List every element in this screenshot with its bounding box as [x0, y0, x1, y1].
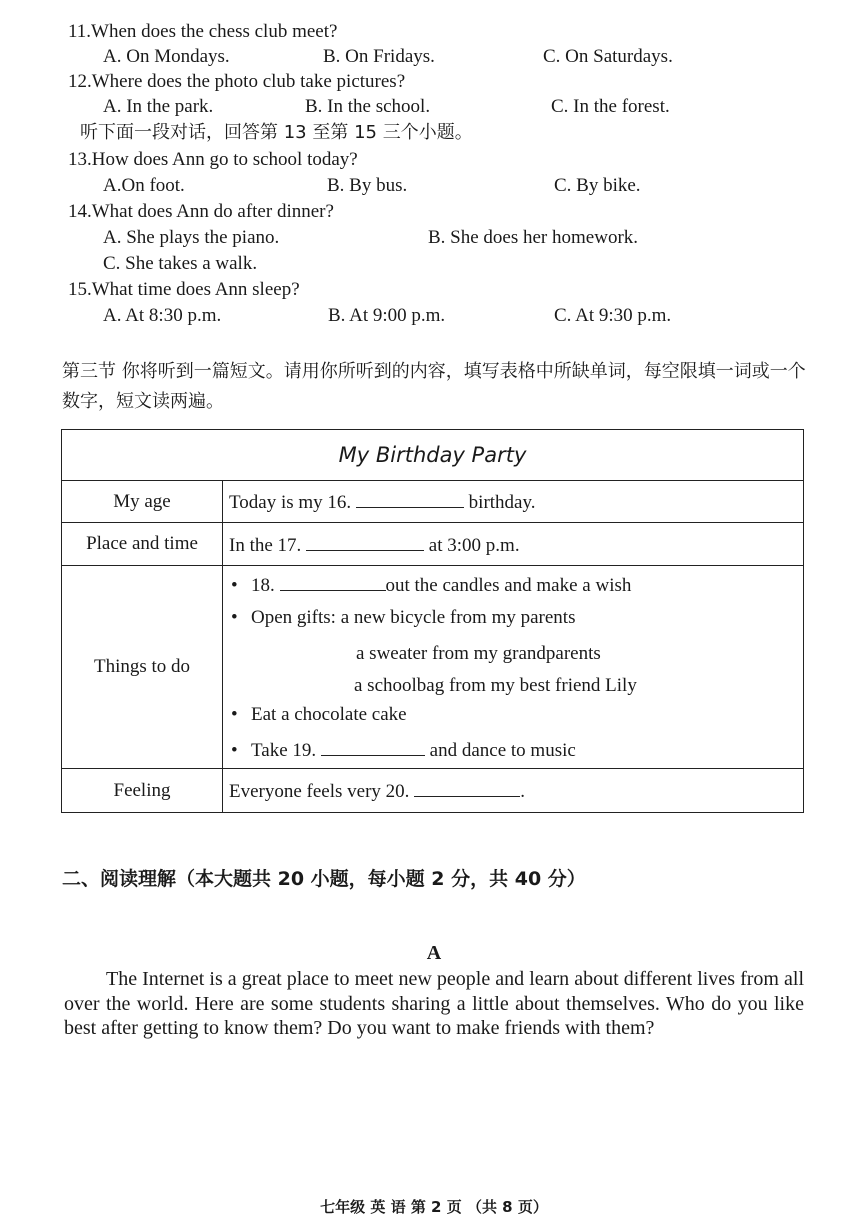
- gifts-line-1: Open gifts: a new bicycle from my parents: [251, 607, 576, 628]
- row-content-age: [223, 481, 804, 523]
- row-content-place: [223, 523, 804, 566]
- table-row-place: [62, 523, 804, 566]
- q11-option-c: C. On Saturdays.: [543, 46, 673, 67]
- todo-item-gifts: [231, 607, 575, 629]
- page-footer: 七年级 英 语 第 2 页 （共 8 页）: [320, 1198, 548, 1216]
- q15-option-c: C. At 9:30 p.m.: [554, 305, 672, 326]
- q14-option-c: C. She takes a walk.: [103, 253, 258, 274]
- bullet-icon: •: [231, 575, 238, 596]
- question-12: 12.Where does the photo club take pictures?: [68, 71, 406, 92]
- feeling-text-pre: Everyone feels very 20.: [229, 781, 410, 802]
- question-13: 13.How does Ann go to school today?: [68, 149, 358, 170]
- table-row-todo: [62, 566, 804, 769]
- gifts-line-2: a sweater from my grandparents: [356, 643, 601, 664]
- gifts-line-3: a schoolbag from my best friend Lily: [354, 675, 637, 696]
- question-14: 14.What does Ann do after dinner?: [68, 201, 334, 222]
- passage-a-label: A: [426, 942, 442, 964]
- blank-20[interactable]: [414, 778, 520, 797]
- section3-instruction: 第三节 你将听到一篇短文。请用你所听到的内容，填写表格中所缺单词，每空限填一词或一个数字，短文读两遍。: [62, 361, 806, 412]
- q12-option-c: C. In the forest.: [551, 96, 670, 117]
- q11-option-a: A. On Mondays.: [103, 46, 230, 67]
- q12-option-b: B. In the school.: [305, 96, 431, 117]
- todo-item-19: [231, 737, 576, 762]
- table-row-feeling: [62, 769, 804, 813]
- q13-option-b: B. By bus.: [327, 175, 408, 196]
- todo-item-18: [231, 572, 631, 597]
- item19-pre: Take 19.: [251, 740, 317, 761]
- q14-option-b: B. She does her homework.: [428, 227, 639, 248]
- question-11: 11.When does the chess club meet?: [68, 21, 338, 42]
- bullet-icon: •: [231, 607, 238, 628]
- item18-post: out the candles and make a wish: [385, 575, 632, 596]
- row-label-place: Place and time: [62, 523, 223, 566]
- blank-16[interactable]: [356, 489, 464, 508]
- cake-text: Eat a chocolate cake: [251, 704, 407, 725]
- item18-pre: 18.: [251, 575, 275, 596]
- row-label-feeling: Feeling: [62, 769, 223, 813]
- birthday-table: [61, 429, 804, 813]
- bullet-icon: •: [231, 704, 238, 725]
- age-text-post: birthday.: [468, 492, 536, 513]
- question-15: 15.What time does Ann sleep?: [68, 279, 300, 300]
- reading-section-heading: 二、阅读理解（本大题共 20 小题，每小题 2 分，共 40 分）: [62, 868, 586, 890]
- place-text-post: at 3:00 p.m.: [428, 534, 520, 556]
- todo-list: [223, 566, 803, 768]
- row-label-age: My age: [62, 481, 223, 523]
- todo-item-cake: [231, 704, 407, 726]
- blank-17[interactable]: [306, 532, 424, 551]
- row-content-feeling: [223, 769, 804, 813]
- q15-option-b: B. At 9:00 p.m.: [328, 305, 446, 326]
- age-text-pre: Today is my 16.: [229, 492, 352, 513]
- q13-option-c: C. By bike.: [554, 175, 641, 196]
- blank-19[interactable]: [321, 737, 425, 756]
- q11-option-b: B. On Fridays.: [323, 46, 435, 67]
- passage-a-intro: The Internet is a great place to meet new people and learn about different lives from all over the world. Here are some students sharing a little about themselves. Who do you like best after getting to know them? Do you want to make friends with them?: [64, 968, 804, 1039]
- q12-option-a: A. In the park.: [103, 96, 214, 117]
- place-text-pre: In the 17.: [229, 534, 302, 556]
- feeling-text-post: .: [520, 781, 525, 802]
- dialogue-instruction: 听下面一段对话，回答第 13 至第 15 三个小题。: [80, 122, 473, 143]
- q14-option-a: A. She plays the piano.: [103, 227, 280, 248]
- q15-option-a: A. At 8:30 p.m.: [103, 305, 222, 326]
- q13-option-a: A.On foot.: [103, 175, 185, 196]
- bullet-icon: •: [231, 740, 238, 761]
- blank-18[interactable]: [280, 572, 386, 591]
- row-label-todo: Things to do: [62, 566, 223, 769]
- table-title: My Birthday Party: [62, 430, 804, 481]
- item19-post: and dance to music: [429, 740, 576, 761]
- table-row-age: [62, 481, 804, 523]
